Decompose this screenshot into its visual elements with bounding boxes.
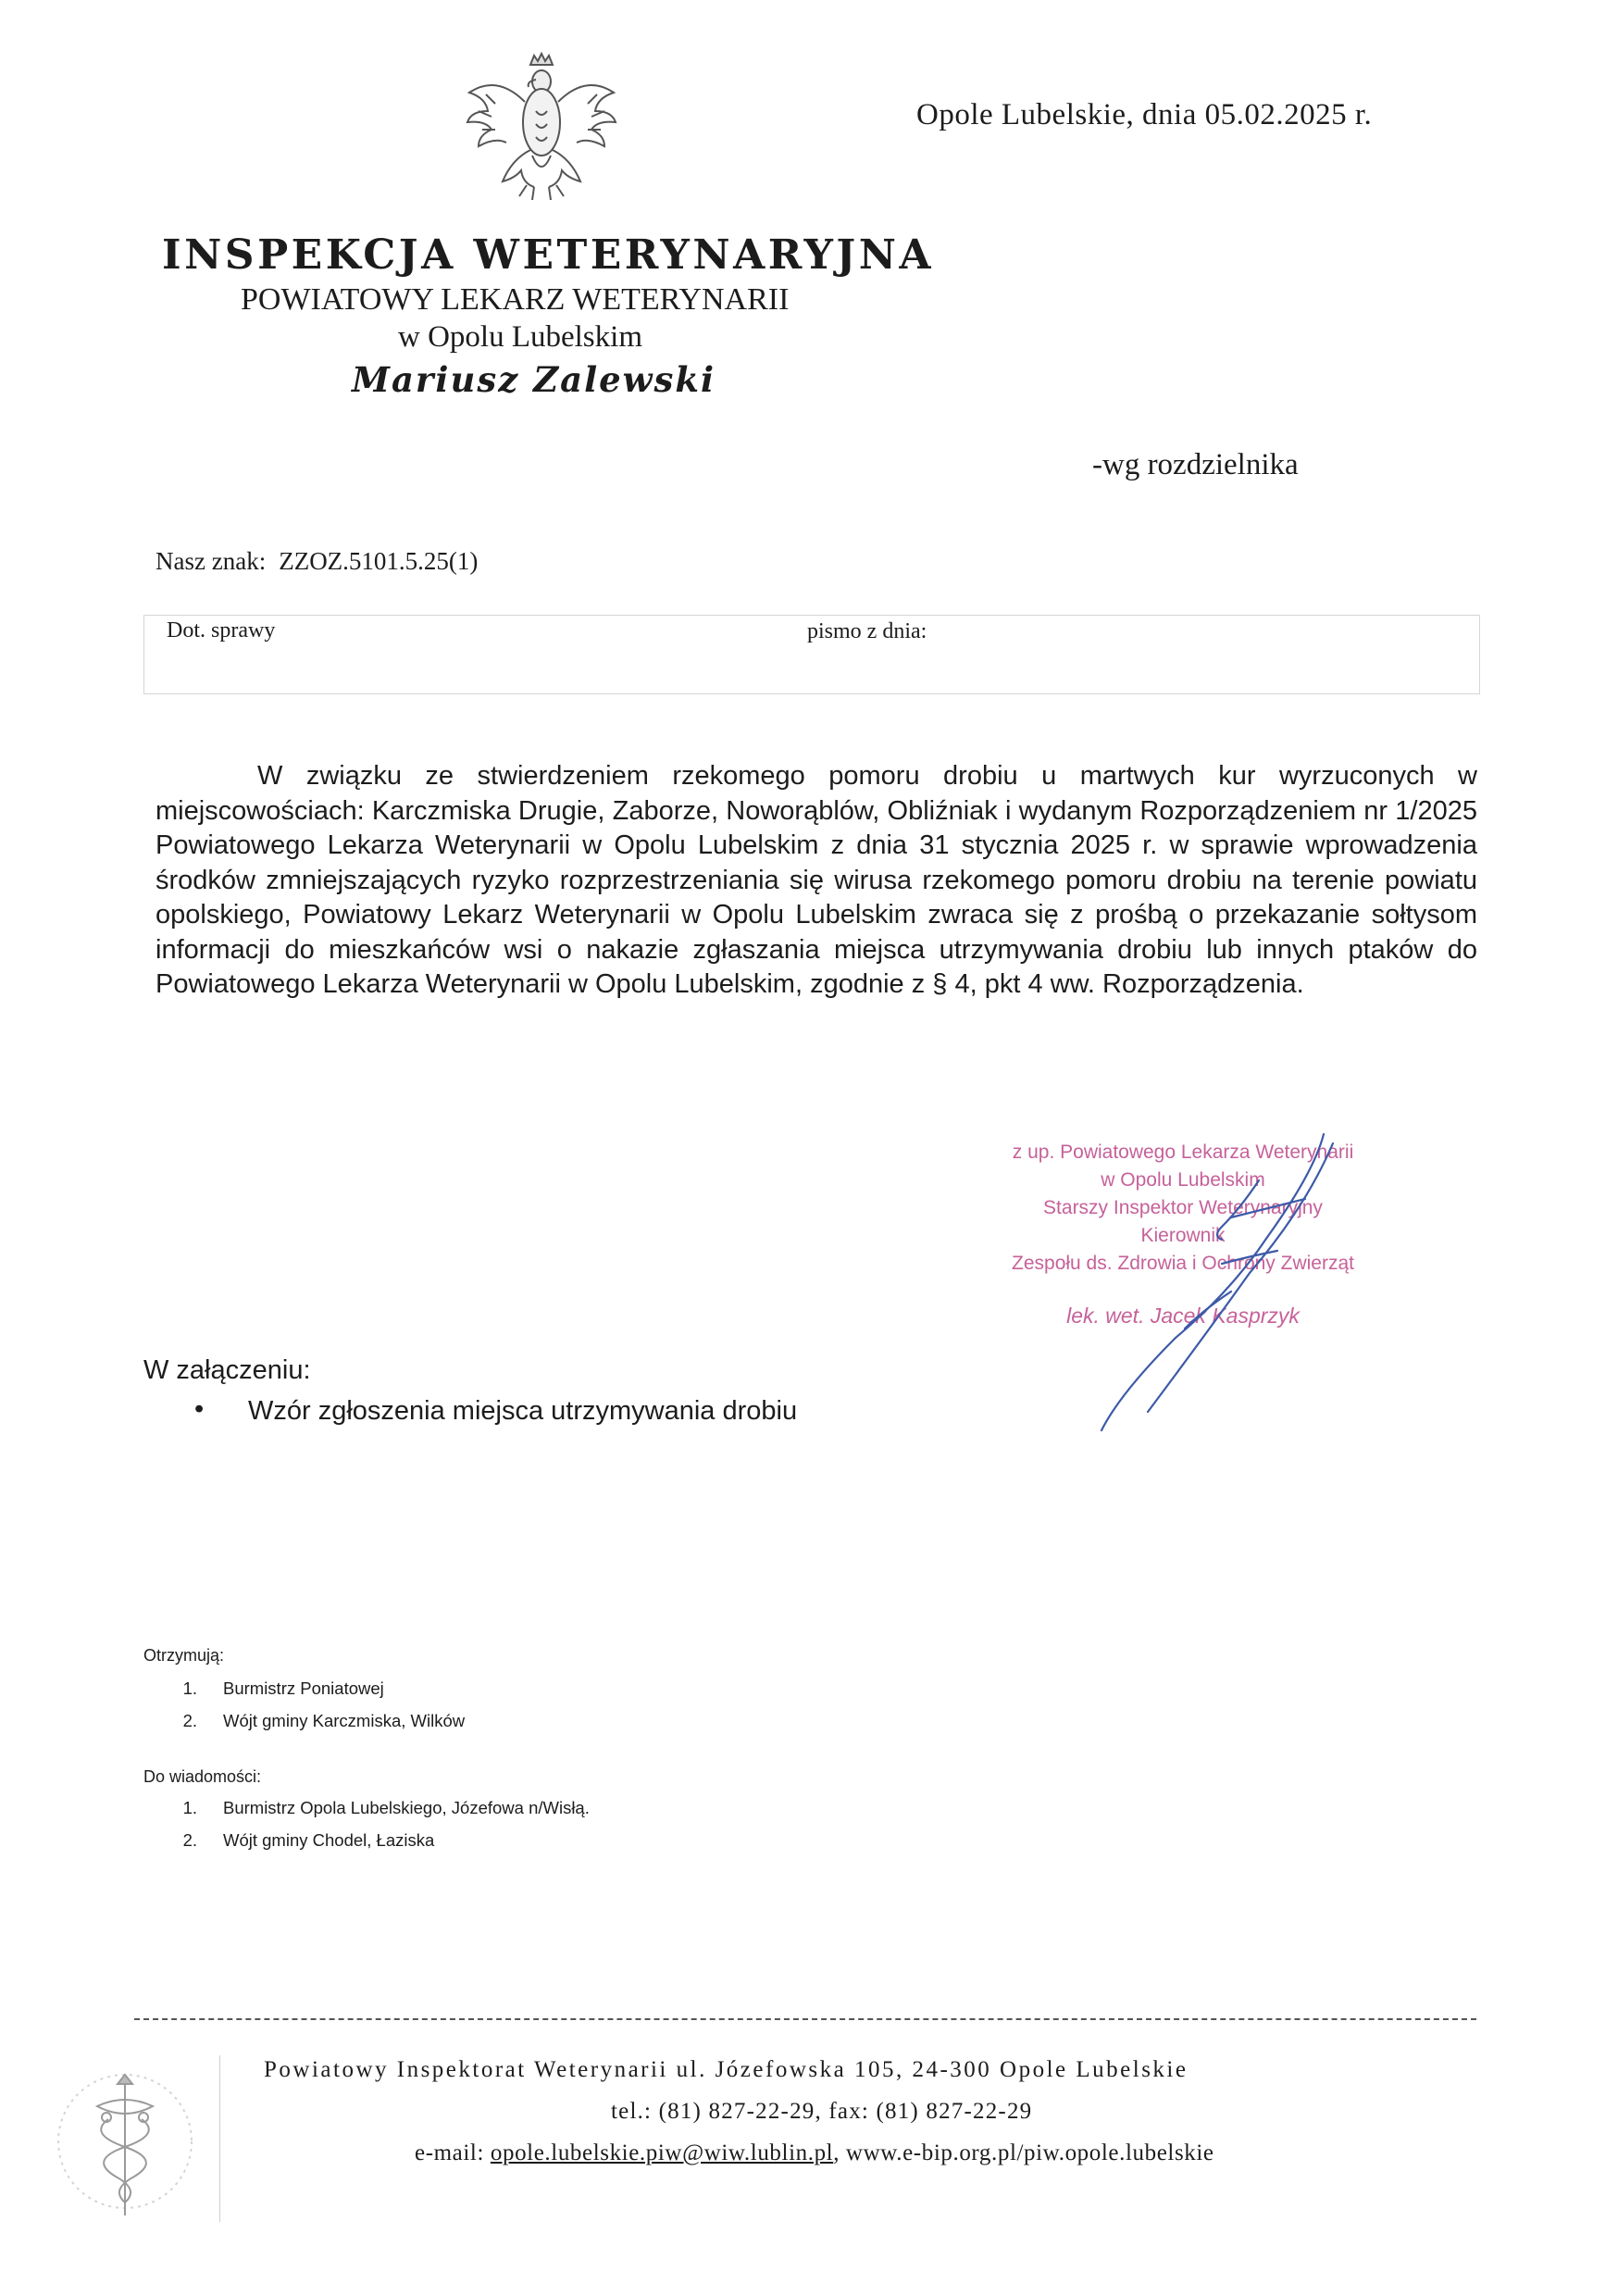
email-link[interactable]: opole.lubelskie.piw@wiw.lublin.pl (490, 2140, 834, 2165)
list-item (143, 1678, 465, 1711)
list-item (143, 1830, 590, 1863)
caduceus-emblem-icon (51, 2060, 199, 2222)
footer-address: Powiatowy Inspektorat Weterynarii ul. Józefowska 105, 24-300 Opole Lubelskie (264, 2057, 1189, 2082)
reference-label: Nasz znak: (156, 547, 267, 575)
attachments-list (194, 1396, 797, 1427)
stamp-line: Kierownik (1140, 1225, 1226, 1246)
list-item (194, 1396, 797, 1427)
polish-eagle-emblem-icon (458, 46, 625, 204)
organization-subtitle: POWIATOWY LEKARZ WETERYNARII (241, 282, 790, 317)
item-text: Burmistrz Poniatowej (223, 1678, 384, 1698)
website-link[interactable]: , www.e-bip.org.pl/piw.opole.lubelskie (833, 2140, 1214, 2165)
recipients-list (143, 1678, 465, 1743)
recipient-line: -wg rozdzielnika (1092, 448, 1299, 481)
reference-number (156, 547, 478, 576)
stamp-line: Zespołu ds. Zdrowia i Ochrony Zwierząt (1012, 1253, 1354, 1274)
footer-divider (134, 2018, 1476, 2020)
stamp-signatory-name: lek. wet. Jacek Kasprzyk (1066, 1304, 1300, 1328)
footer-contact (415, 2140, 1214, 2166)
reference-value: ZZOZ.5101.5.25(1) (279, 547, 479, 575)
handwritten-signature (1000, 1125, 1370, 1440)
attachments-label: W załączeniu: (143, 1355, 311, 1385)
stamp-line: z up. Powiatowego Lekarza Weterynarii (1012, 1142, 1354, 1163)
email-label: e-mail: (415, 2140, 485, 2165)
item-number: 2. (182, 1830, 197, 1850)
for-information-list (143, 1798, 590, 1863)
item-number: 1. (182, 1678, 197, 1698)
case-label: Dot. sprawy (167, 618, 276, 643)
footer-phone: tel.: (81) 827-22-29, fax: (81) 827-22-29 (611, 2099, 1033, 2124)
item-number: 2. (182, 1711, 197, 1730)
organization-location: w Opolu Lubelskim (398, 320, 642, 354)
attachment-text: Wzór zgłoszenia miejsca utrzymywania drobiu (248, 1396, 798, 1426)
document-date: Opole Lubelskie, dnia 05.02.2025 r. (916, 98, 1373, 131)
item-number: 1. (182, 1798, 197, 1817)
organization-head-name: Mariusz Zalewski (352, 359, 716, 400)
body-paragraph: W związku ze stwierdzeniem rzekomego pomoru drobiu u martwych kur wyrzuconych w miejscowościach: Karczmiska Drugie, Zaborze, Noworąblów, Obliźniak i wydanym Rozporządzeniem nr 1/2025 Powiatowego Lekarza Weterynarii w Opolu Lubelskim z dnia 31 stycznia 2025 r. w sprawie wprowadzenia środków zmniejszających ryzyko rozprzestrzeniania się wirusa rzekomego pomoru drobiu na terenie powiatu opolskiego, Powiatowy Lekarz Weterynarii w Opolu Lubelskim zwraca się z prośbą o przekazanie sołtysom informacji do mieszkańców wsi o nakazie zgłaszania miejsca utrzymywania drobiu lub innych ptaków do Powiatowego Lekarza Weterynarii w Opolu Lubelskim, zgodnie z § 4, pkt 4 ww. Rozporządzenia. (156, 761, 1477, 999)
recipients-title: Otrzymują: (143, 1646, 225, 1665)
for-information-title: Do wiadomości: (143, 1767, 262, 1786)
list-item (143, 1711, 465, 1743)
list-item (143, 1798, 590, 1830)
letter-date-label: pismo z dnia: (807, 619, 927, 643)
item-text: Burmistrz Opola Lubelskiego, Józefowa n/Wisłą. (223, 1798, 590, 1817)
stamp-line: Starszy Inspektor Weterynaryjny (1043, 1197, 1323, 1218)
stamp-line: w Opolu Lubelskim (1101, 1169, 1265, 1191)
item-text: Wójt gminy Chodel, Łaziska (223, 1830, 435, 1850)
item-text: Wójt gminy Karczmiska, Wilków (223, 1711, 466, 1730)
letter-body (156, 759, 1477, 1003)
bullet-icon: • (194, 1394, 205, 1424)
footer-separator (219, 2055, 220, 2222)
organization-title: INSPEKCJA WETERYNARYJNA (162, 231, 935, 279)
